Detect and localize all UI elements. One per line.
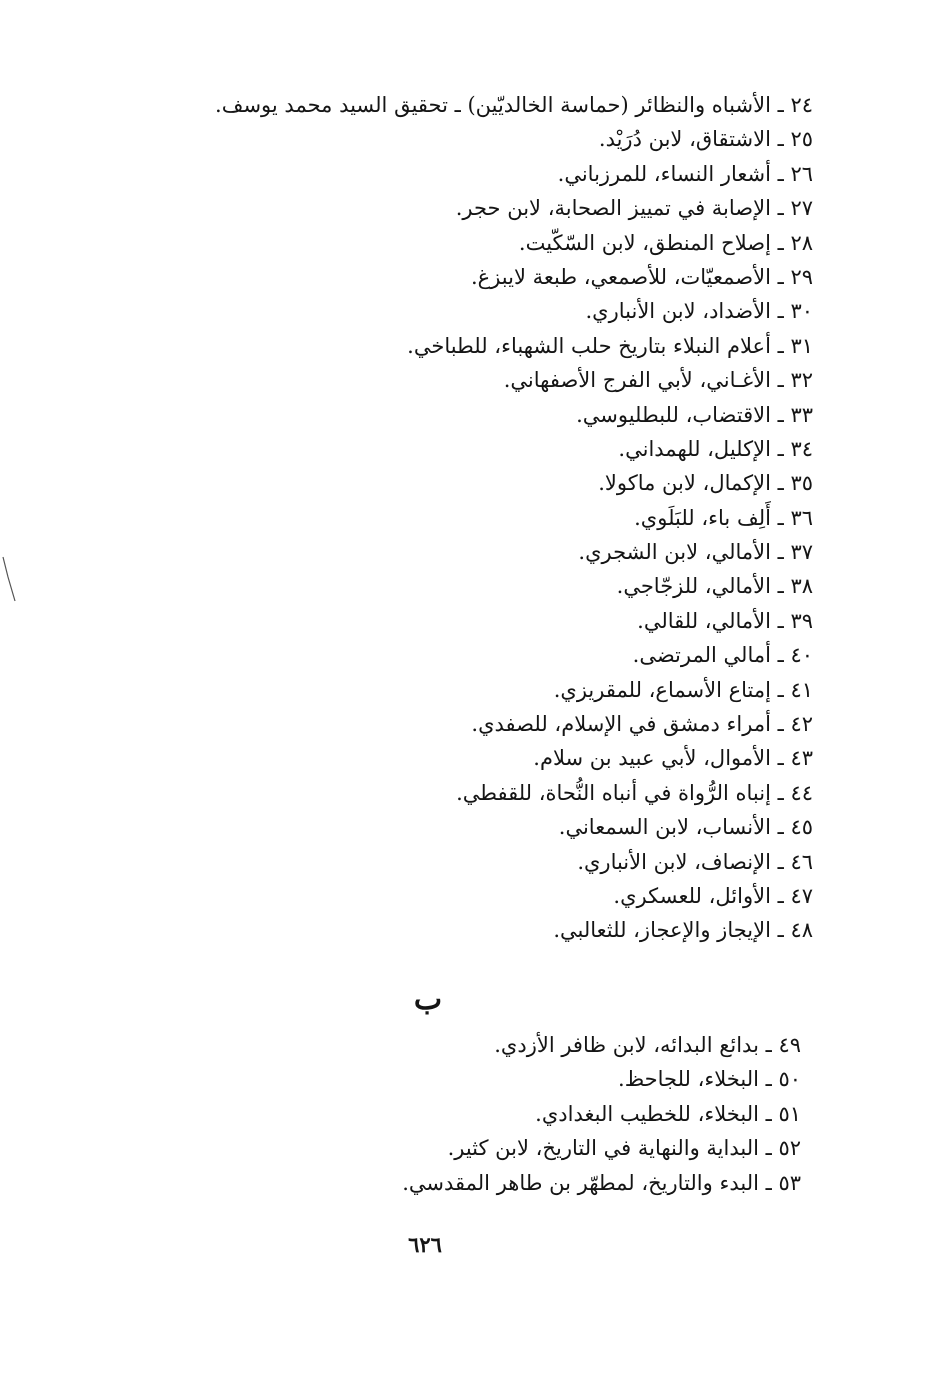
list-item: ٣٨ ـ الأمالي، للزجّاجي. xyxy=(616,574,813,599)
list-item: ٣٦ ـ أَلِف باء، للبَلَوي. xyxy=(634,505,813,530)
list-item: ٢٩ ـ الأصمعيّات، للأصمعي، طبعة لايبزغ. xyxy=(471,264,813,289)
list-item: ٣٠ ـ الأضداد، لابن الأنباري. xyxy=(585,299,813,324)
list-item: ٢٥ ـ الاشتقاق، لابن دُرَيْد. xyxy=(598,127,813,152)
list-item: ٥٢ ـ البداية والنهاية في التاريخ، لابن كثير. xyxy=(447,1136,801,1161)
list-item: ٣٧ ـ الأمالي، لابن الشجري. xyxy=(578,540,813,565)
section-heading: ب xyxy=(413,982,443,1017)
list-item: ٣٩ ـ الأمالي، للقالي. xyxy=(637,608,813,633)
list-item: ٣١ ـ أعلام النبلاء بتاريخ حلب الشهباء، للطباخي. xyxy=(407,333,813,358)
list-item: ٣٥ ـ الإكمال، لابن ماكولا. xyxy=(598,471,813,496)
list-item: ٤٥ ـ الأنساب، لابن السمعاني. xyxy=(558,815,813,840)
list-item: ٥٣ ـ البدء والتاريخ، لمطهّر بن طاهر المقدسي. xyxy=(402,1170,801,1195)
list-item: ٤٧ ـ الأوائل، للعسكري. xyxy=(613,883,813,908)
list-item: ٢٨ ـ إصلاح المنطق، لابن السّكّيت. xyxy=(518,230,813,255)
page-number: ٦٢٦ xyxy=(408,1232,442,1257)
list-item: ٢٤ ـ الأشباه والنظائر (حماسة الخالديّين) ـ تحقيق السيد محمد يوسف. xyxy=(215,93,813,117)
list-item: ٤٩ ـ بدائع البدائه، لابن ظافر الأزدي. xyxy=(494,1033,801,1057)
margin-pencil-mark xyxy=(0,555,22,605)
list-item: ٤١ ـ إمتاع الأسماع، للمقريزي. xyxy=(553,677,813,702)
bibliography-list-alif xyxy=(215,88,813,948)
list-item: ٤٣ ـ الأموال، لأبي عبيد بن سلام. xyxy=(533,746,813,771)
bibliography-list-ba xyxy=(402,1028,801,1200)
list-item: ٤٨ ـ الإيجاز والإعجاز، للثعالبي. xyxy=(553,918,813,943)
list-item: ٣٣ ـ الاقتضاب، للبطليوسي. xyxy=(576,402,813,427)
list-item: ٣٢ ـ الأغـاني، لأبي الفرج الأصفهاني. xyxy=(503,368,813,393)
list-item: ٤٢ ـ أمراء دمشق في الإسلام، للصفدي. xyxy=(471,712,813,737)
list-item: ٣٤ ـ الإكليل، للهمداني. xyxy=(618,436,813,461)
list-item: ٤٦ ـ الإنصاف، لابن الأنباري. xyxy=(577,849,813,874)
list-item: ٥٠ ـ البخلاء، للجاحظ. xyxy=(618,1067,801,1092)
list-item: ٤٠ ـ أمالي المرتضى. xyxy=(632,643,813,668)
list-item: ٢٦ ـ أشعار النساء، للمرزباني. xyxy=(557,161,813,186)
list-item: ٤٤ ـ إنباه الرُّواة في أنباه النُّحاة، للقفطي. xyxy=(456,780,813,805)
list-item: ٥١ ـ البخلاء، للخطيب البغدادي. xyxy=(535,1101,801,1126)
list-item: ٢٧ ـ الإصابة في تمييز الصحابة، لابن حجر. xyxy=(455,196,813,221)
